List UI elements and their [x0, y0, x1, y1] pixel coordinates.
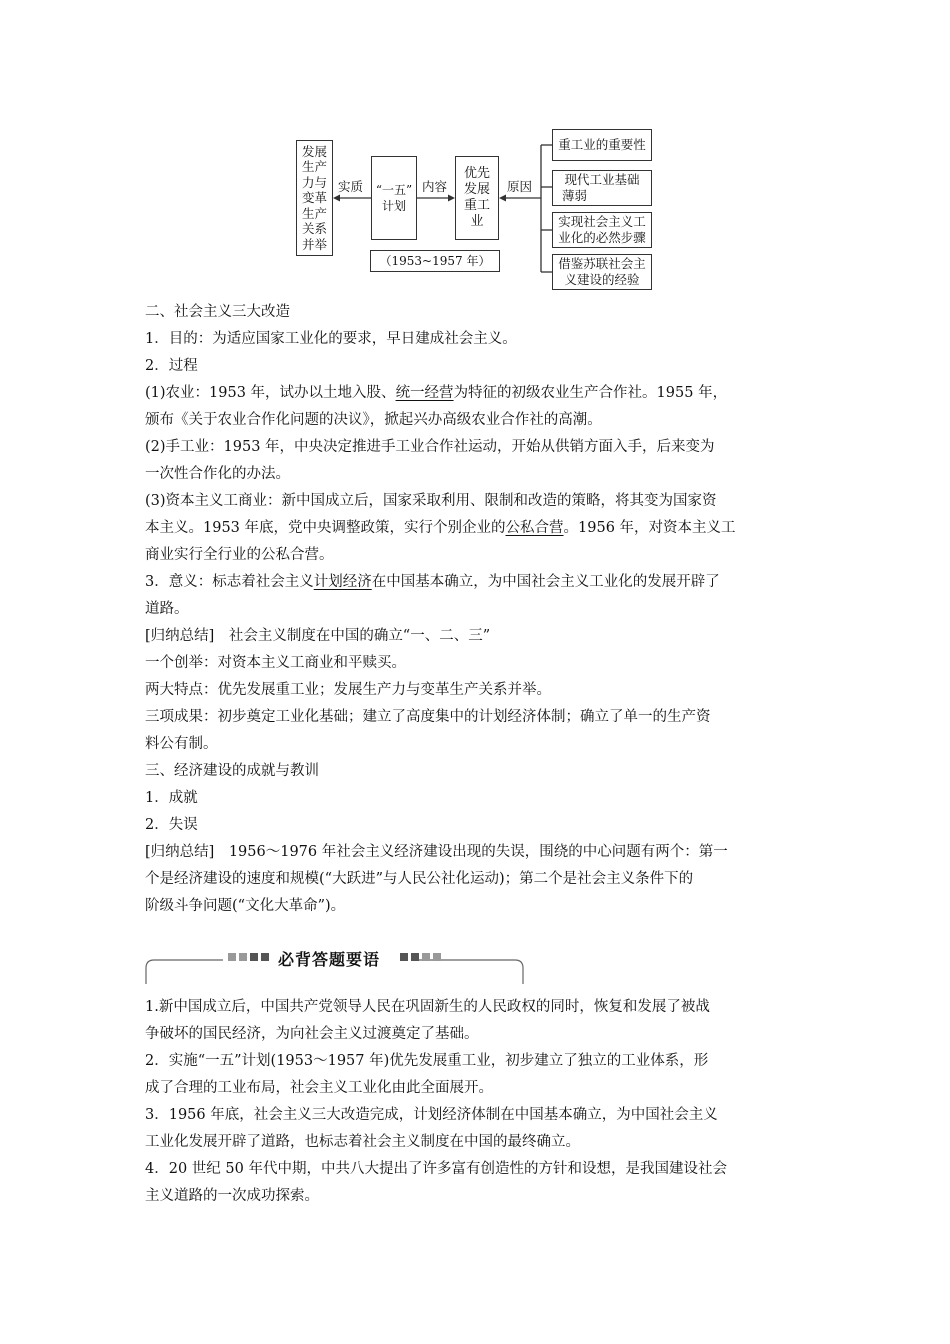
- paragraph: 1．目的：为适应国家工业化的要求，早日建成社会主义。: [145, 331, 517, 347]
- goal-line: 力与: [301, 174, 327, 190]
- paragraph: 两大特点：优先发展重工业；发展生产力与变革生产关系并举。: [145, 682, 551, 698]
- paragraph: 1.新中国成立后，中国共产党领导人民在巩固新生的人民政权的同时，恢复和发展了被战: [145, 999, 710, 1015]
- paragraph: 商业实行全行业的公私合营。: [145, 547, 334, 563]
- paragraph: 三项成果：初步奠定工业化基础；建立了高度集中的计划经济体制；确立了单一的生产资: [145, 709, 711, 725]
- label-content: 内容: [422, 179, 448, 194]
- reason-line: 业化的必然步骤: [558, 230, 646, 245]
- summary-title: [归纳总结] 社会主义制度在中国的确立“一、二、三”: [145, 628, 491, 644]
- underlined-term: 计划经济: [313, 574, 372, 590]
- paragraph: 成了合理的工业布局，社会主义工业化由此全面展开。: [145, 1080, 493, 1096]
- paragraph: [145, 380, 810, 407]
- reason-line: 实现社会主义工: [558, 214, 646, 229]
- paragraph: 道路。: [145, 601, 189, 617]
- goal-box: [296, 140, 333, 256]
- banner-square: [228, 953, 236, 961]
- priority-line: 重工: [463, 198, 490, 213]
- text-run: (1)农业：1953 年，试办以土地入股、: [145, 385, 396, 401]
- plan-line: “一五”: [375, 183, 413, 197]
- text-run: 3．意义：标志着社会主义: [145, 574, 314, 590]
- paragraph: 1．成就: [145, 790, 198, 806]
- banner-square: [400, 953, 408, 961]
- banner-square: [250, 953, 258, 961]
- paragraph: 3．1956 年底，社会主义三大改造完成，计划经济体制在中国基本确立，为中国社会主义: [145, 1107, 718, 1123]
- paragraph: [145, 515, 810, 542]
- goal-line: 生产: [301, 205, 327, 221]
- paragraph: 2．实施“一五”计划(1953～1957 年)优先发展重工业，初步建立了独立的工业体系，形: [145, 1053, 709, 1069]
- paragraph: 一次性合作化的办法。: [145, 466, 290, 482]
- reason-line: 义建设的经验: [564, 272, 640, 287]
- paragraph: 颁布《关于农业合作化问题的决议》，掀起兴办高级农业合作社的高潮。: [145, 412, 602, 428]
- paragraph: 争破坏的国民经济，为向社会主义过渡奠定了基础。: [145, 1026, 479, 1042]
- text-run: 为特征的初级农业生产合作社。1955 年，: [453, 385, 728, 401]
- paragraph: 2．过程: [145, 358, 198, 374]
- banner-title: 必背答题要语: [278, 950, 381, 969]
- text-run: 。1956 年，对资本主义工: [563, 520, 736, 536]
- paragraph: 一个创举：对资本主义工商业和平赎买。: [145, 655, 406, 671]
- reason-line: 薄弱: [562, 188, 588, 203]
- priority-line: 发展: [463, 182, 490, 197]
- banner-square: [261, 953, 269, 961]
- banner-square: [411, 953, 419, 961]
- section-heading: 二、社会主义三大改造: [145, 304, 290, 320]
- banner-square: [433, 953, 441, 961]
- reason-box-2: [552, 170, 652, 206]
- banner-square: [239, 953, 247, 961]
- reason-line: 现代工业基础: [564, 172, 640, 187]
- reason-box-4: [552, 254, 652, 290]
- goal-line: 变革: [301, 190, 327, 206]
- plan-line: 计划: [381, 199, 406, 213]
- section-heading: 三、经济建设的成就与教训: [145, 763, 319, 779]
- label-reason: 原因: [507, 179, 533, 194]
- goal-line: 并举: [301, 236, 327, 252]
- paragraph: 料公有制。: [145, 736, 218, 752]
- paragraph: 个是经济建设的速度和规模(“大跃进”与人民公社化运动)；第二个是社会主义条件下的: [145, 871, 694, 887]
- paragraph: 主义道路的一次成功探索。: [145, 1188, 319, 1204]
- paragraph: 阶级斗争问题(“文化大革命”)。: [145, 898, 346, 914]
- banner-square: [422, 953, 430, 961]
- priority-line: 业: [470, 214, 484, 229]
- label-essence: 实质: [338, 179, 364, 194]
- key-points: [145, 994, 810, 1210]
- concept-diagram: [0, 0, 950, 300]
- paragraph: (3)资本主义工商业：新中国成立后，国家采取利用、限制和改造的策略，将其变为国家资: [145, 493, 717, 509]
- main-text: [145, 299, 810, 920]
- priority-line: 优先: [463, 166, 490, 181]
- goal-line: 生产: [301, 159, 327, 175]
- five-year-plan-box: [371, 156, 417, 240]
- heavy-industry-box: [455, 156, 499, 240]
- arrowhead-content: [448, 195, 455, 202]
- reason-box-3: [552, 212, 652, 248]
- goal-line: 关系: [301, 221, 327, 237]
- paragraph: 工业化发展开辟了道路，也标志着社会主义制度在中国的最终确立。: [145, 1134, 580, 1150]
- reason-line: 借鉴苏联社会主: [558, 256, 646, 271]
- underlined-term: 统一经营: [395, 385, 454, 401]
- paragraph: 4．20 世纪 50 年代中期，中共八大提出了许多富有创造性的方针和设想，是我国建设社会: [145, 1161, 727, 1177]
- arrowhead-reason: [499, 195, 506, 202]
- text-run: 本主义。1953 年底，党中央调整政策，实行个别企业的: [145, 520, 506, 536]
- reason-box-1: [552, 129, 652, 161]
- arrowhead-essence: [333, 195, 340, 202]
- reason-line: 重工业的重要性: [558, 137, 646, 152]
- goal-line: 发展: [301, 143, 327, 159]
- text-run: 在中国基本确立，为中国社会主义工业化的发展开辟了: [371, 574, 720, 590]
- underlined-term: 公私合营: [505, 520, 564, 536]
- paragraph: (2)手工业：1953 年，中央决定推进手工业合作社运动，开始从供销方面入手，后来变为: [145, 439, 715, 455]
- period-box: （1953~1957 年）: [370, 250, 500, 272]
- paragraph: 2．失误: [145, 817, 198, 833]
- paragraph: [归纳总结] 1956～1976 年社会主义经济建设出现的失误，围绕的中心问题有两个：第一: [145, 844, 728, 860]
- paragraph: [145, 569, 810, 596]
